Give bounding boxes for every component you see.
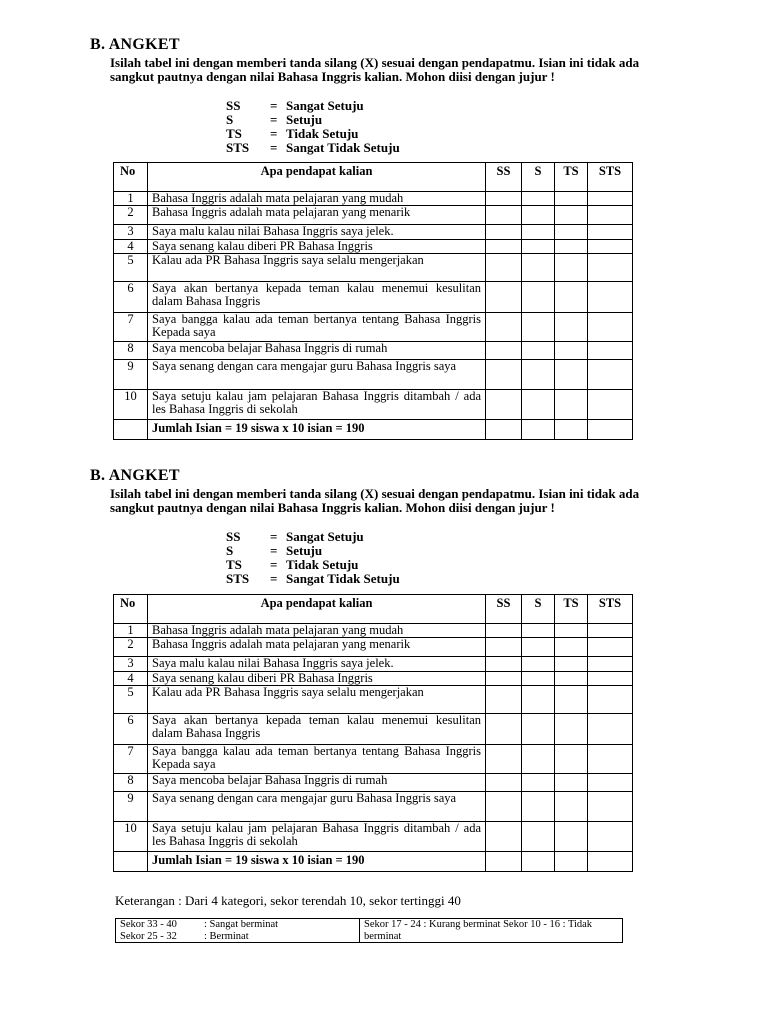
legend-row: TS = Tidak Setuju xyxy=(226,557,359,572)
legend-row: S = Setuju xyxy=(226,112,323,127)
answer-cell-ss[interactable] xyxy=(486,686,522,714)
answer-cell-sts[interactable] xyxy=(588,390,633,420)
answer-cell-ts[interactable] xyxy=(555,342,588,360)
answer-cell-ss[interactable] xyxy=(486,240,522,254)
survey-table-2 xyxy=(113,594,633,872)
answer-cell-s[interactable] xyxy=(522,282,555,313)
answer-cell-ts[interactable] xyxy=(555,206,588,225)
col-header-sts: STS xyxy=(588,595,633,624)
table-row: 7 Saya bangga kalau ada teman bertanya tentang Bahasa Inggris Kepada saya xyxy=(114,313,633,342)
answer-cell-ts[interactable] xyxy=(555,774,588,792)
legend-row: SS = Sangat Setuju xyxy=(226,98,364,113)
legend xyxy=(226,99,400,155)
answer-cell-ts[interactable] xyxy=(555,822,588,852)
answer-cell-ts[interactable] xyxy=(555,360,588,390)
answer-cell-s[interactable] xyxy=(522,624,555,638)
answer-cell-s[interactable] xyxy=(522,672,555,686)
answer-cell-s[interactable] xyxy=(522,774,555,792)
answer-cell-ss[interactable] xyxy=(486,714,522,745)
col-header-ss: SS xyxy=(486,163,522,192)
total-text: Jumlah Isian = 19 siswa x 10 isian = 190 xyxy=(148,852,486,872)
answer-cell-s[interactable] xyxy=(522,313,555,342)
table-row: 6 Saya akan bertanya kepada teman kalau menemui kesulitan dalam Bahasa Inggris xyxy=(114,714,633,745)
table-row: 4 Saya senang kalau diberi PR Bahasa Inggris xyxy=(114,672,633,686)
answer-cell-ss[interactable] xyxy=(486,822,522,852)
legend-row: STS = Sangat Tidak Setuju xyxy=(226,571,400,586)
legend-row: TS = Tidak Setuju xyxy=(226,126,359,141)
answer-cell-sts[interactable] xyxy=(588,360,633,390)
answer-cell-ts[interactable] xyxy=(555,225,588,240)
col-header-no: No xyxy=(114,163,148,192)
answer-cell-ts[interactable] xyxy=(555,792,588,822)
answer-cell-sts[interactable] xyxy=(588,192,633,206)
answer-cell-ss[interactable] xyxy=(486,657,522,672)
answer-cell-ts[interactable] xyxy=(555,657,588,672)
col-header-statement: Apa pendapat kalian xyxy=(148,595,486,624)
answer-cell-s[interactable] xyxy=(522,822,555,852)
answer-cell-sts[interactable] xyxy=(588,313,633,342)
answer-cell-sts[interactable] xyxy=(588,822,633,852)
col-header-ss: SS xyxy=(486,595,522,624)
answer-cell-s[interactable] xyxy=(522,254,555,282)
answer-cell-sts[interactable] xyxy=(588,225,633,240)
answer-cell-ss[interactable] xyxy=(486,254,522,282)
legend xyxy=(226,530,400,586)
table-row: 9 Saya senang dengan cara mengajar guru Bahasa Inggris saya xyxy=(114,792,633,822)
answer-cell-sts[interactable] xyxy=(588,206,633,225)
answer-cell-ss[interactable] xyxy=(486,792,522,822)
col-header-no: No xyxy=(114,595,148,624)
answer-cell-ts[interactable] xyxy=(555,686,588,714)
survey-table-1 xyxy=(113,162,633,440)
answer-cell-sts[interactable] xyxy=(588,282,633,313)
total-row xyxy=(114,420,633,440)
answer-cell-sts[interactable] xyxy=(588,638,633,657)
answer-cell-ss[interactable] xyxy=(486,390,522,420)
section-title: B. ANGKET xyxy=(90,36,180,53)
table-row: 4 Saya senang kalau diberi PR Bahasa Inggris xyxy=(114,240,633,254)
total-text: Jumlah Isian = 19 siswa x 10 isian = 190 xyxy=(148,420,486,440)
answer-cell-ts[interactable] xyxy=(555,254,588,282)
answer-cell-ss[interactable] xyxy=(486,638,522,657)
table-row: 10 Saya setuju kalau jam pelajaran Bahasa Inggris ditambah / ada les Bahasa Inggris di sekolah xyxy=(114,390,633,420)
answer-cell-ss[interactable] xyxy=(486,672,522,686)
answer-cell-sts[interactable] xyxy=(588,672,633,686)
score-note: Keterangan : Dari 4 kategori, sekor terendah 10, sekor tertinggi 40 xyxy=(115,893,461,908)
answer-cell-ss[interactable] xyxy=(486,225,522,240)
answer-cell-sts[interactable] xyxy=(588,254,633,282)
answer-cell-s[interactable] xyxy=(522,745,555,774)
answer-cell-ts[interactable] xyxy=(555,313,588,342)
legend-row: S = Setuju xyxy=(226,543,323,558)
score-key-table xyxy=(115,918,623,943)
table-row: 9 Saya senang dengan cara mengajar guru Bahasa Inggris saya xyxy=(114,360,633,390)
answer-cell-sts[interactable] xyxy=(588,686,633,714)
total-row xyxy=(114,852,633,872)
col-header-sts: STS xyxy=(588,163,633,192)
answer-cell-sts[interactable] xyxy=(588,240,633,254)
answer-cell-ss[interactable] xyxy=(486,313,522,342)
answer-cell-sts[interactable] xyxy=(588,774,633,792)
answer-cell-s[interactable] xyxy=(522,240,555,254)
legend-row: SS = Sangat Setuju xyxy=(226,529,364,544)
answer-cell-ss[interactable] xyxy=(486,360,522,390)
answer-cell-sts[interactable] xyxy=(588,714,633,745)
answer-cell-s[interactable] xyxy=(522,225,555,240)
col-header-ts: TS xyxy=(555,595,588,624)
answer-cell-sts[interactable] xyxy=(588,657,633,672)
table-row: 3 Saya malu kalau nilai Bahasa Inggris saya jelek. xyxy=(114,225,633,240)
table-row: 7 Saya bangga kalau ada teman bertanya tentang Bahasa Inggris Kepada saya xyxy=(114,745,633,774)
answer-cell-ts[interactable] xyxy=(555,745,588,774)
answer-cell-s[interactable] xyxy=(522,714,555,745)
answer-cell-sts[interactable] xyxy=(588,792,633,822)
answer-cell-s[interactable] xyxy=(522,192,555,206)
answer-cell-s[interactable] xyxy=(522,390,555,420)
answer-cell-ts[interactable] xyxy=(555,638,588,657)
answer-cell-ts[interactable] xyxy=(555,672,588,686)
answer-cell-ss[interactable] xyxy=(486,282,522,313)
answer-cell-ss[interactable] xyxy=(486,774,522,792)
answer-cell-sts[interactable] xyxy=(588,624,633,638)
answer-cell-ss[interactable] xyxy=(486,342,522,360)
table-row: 8 Saya mencoba belajar Bahasa Inggris di rumah xyxy=(114,774,633,792)
table-row: 8 Saya mencoba belajar Bahasa Inggris di rumah xyxy=(114,342,633,360)
col-header-ts: TS xyxy=(555,163,588,192)
section-title: B. ANGKET xyxy=(90,467,180,484)
table-row: 3 Saya malu kalau nilai Bahasa Inggris saya jelek. xyxy=(114,657,633,672)
answer-cell-s[interactable] xyxy=(522,360,555,390)
answer-cell-ts[interactable] xyxy=(555,282,588,313)
table-row: 5 Kalau ada PR Bahasa Inggris saya selalu mengerjakan xyxy=(114,686,633,714)
answer-cell-ts[interactable] xyxy=(555,240,588,254)
table-row: 1 Bahasa Inggris adalah mata pelajaran yang mudah xyxy=(114,624,633,638)
answer-cell-ts[interactable] xyxy=(555,192,588,206)
answer-cell-s[interactable] xyxy=(522,686,555,714)
answer-cell-sts[interactable] xyxy=(588,342,633,360)
table-row: 10 Saya setuju kalau jam pelajaran Bahasa Inggris ditambah / ada les Bahasa Inggris di sekolah xyxy=(114,822,633,852)
answer-cell-ts[interactable] xyxy=(555,624,588,638)
answer-cell-ss[interactable] xyxy=(486,206,522,225)
answer-cell-s[interactable] xyxy=(522,342,555,360)
answer-cell-ts[interactable] xyxy=(555,714,588,745)
answer-cell-ts[interactable] xyxy=(555,390,588,420)
answer-cell-s[interactable] xyxy=(522,792,555,822)
table-row: 6 Saya akan bertanya kepada teman kalau menemui kesulitan dalam Bahasa Inggris xyxy=(114,282,633,313)
instructions: Isilah tabel ini dengan memberi tanda silang (X) sesuai dengan pendapatmu. Isian ini tidak ada sangkut pautnya dengan nilai Bahasa Inggris kalian. Mohon diisi dengan jujur ! xyxy=(110,486,640,515)
table-row: 5 Kalau ada PR Bahasa Inggris saya selalu mengerjakan xyxy=(114,254,633,282)
answer-cell-s[interactable] xyxy=(522,657,555,672)
legend-row: STS = Sangat Tidak Setuju xyxy=(226,140,400,155)
answer-cell-s[interactable] xyxy=(522,206,555,225)
col-header-s: S xyxy=(522,595,555,624)
table-row: 2 Bahasa Inggris adalah mata pelajaran yang menarik xyxy=(114,638,633,657)
table-row: 1 Bahasa Inggris adalah mata pelajaran yang mudah xyxy=(114,192,633,206)
col-header-statement: Apa pendapat kalian xyxy=(148,163,486,192)
score-key-right: Sekor 17 - 24 : Kurang berminat Sekor 10 - 16 : Tidak berminat xyxy=(360,919,623,943)
score-key-left: Sekor 33 - 40 : Sangat berminat Sekor 25 - 32 : Berminat xyxy=(116,919,360,943)
answer-cell-ss[interactable] xyxy=(486,192,522,206)
answer-cell-ss[interactable] xyxy=(486,624,522,638)
col-header-s: S xyxy=(522,163,555,192)
answer-cell-s[interactable] xyxy=(522,638,555,657)
answer-cell-ss[interactable] xyxy=(486,745,522,774)
answer-cell-sts[interactable] xyxy=(588,745,633,774)
table-row: 2 Bahasa Inggris adalah mata pelajaran yang menarik xyxy=(114,206,633,225)
instructions: Isilah tabel ini dengan memberi tanda silang (X) sesuai dengan pendapatmu. Isian ini tidak ada sangkut pautnya dengan nilai Bahasa Inggris kalian. Mohon diisi dengan jujur ! xyxy=(110,55,640,84)
